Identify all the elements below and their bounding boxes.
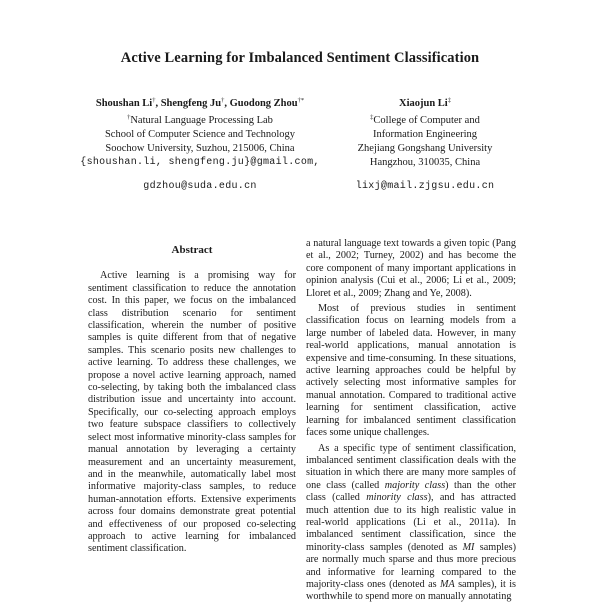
left-affiliation-line: Soochow University, Suzhou, 215006, China xyxy=(105,143,295,154)
affiliation-text: Natural Language Processing Lab xyxy=(130,115,273,126)
paper-title: Active Learning for Imbalanced Sentiment Classification xyxy=(120,50,480,66)
left-affiliation-line xyxy=(66,111,334,128)
text-run: samples), it is worthwhile to spend more on manually annotating xyxy=(306,578,517,603)
text-run: ), and has attracted much attention due to its high realistic value in real-world applications (Li et al., 2011a). In imbalanced sentiment classification, since the minority-class samples (denoted as xyxy=(306,492,516,553)
left-email-line: gdzhou@suda.edu.cn xyxy=(143,181,257,192)
right-affiliation-line: Hangzhou, 310035, China xyxy=(369,157,481,168)
abstract-heading: Abstract xyxy=(171,244,213,256)
italic-term: minority class xyxy=(366,492,428,504)
left-column xyxy=(88,238,296,556)
right-author-block xyxy=(320,94,530,194)
body-paragraph xyxy=(306,443,516,604)
author-mark: ‡ xyxy=(447,97,451,104)
right-affiliation-line: Zhejiang Gongshang University xyxy=(357,143,493,154)
text-run: ) than the other class (called xyxy=(306,479,516,504)
right-column xyxy=(306,238,516,604)
abstract-paragraph: Active learning is a promising way for sentiment classification to reduce the annotation cost. In this paper, we focus on the imbalanced class distribution scenario for sentiment classification, wherein the number of positive samples is quite different from that of negative samples. This scenario posits new challenges to active learning. To address these challenges, we propose a novel active learning approach, named co-selecting, by taking both the imbalanced class distribution issue and uncertainty into account. Specifically, our co-selecting approach employs two feature subspace classifiers to collectively select most informative minority-class samples for manual annotation by leveraging a certainty measurement and an uncertainty measurement, and in the meanwhile, automatically label most informative majority-class samples, to reduce human-annotation efforts. Extensive experiments across four domains demonstrate great potential and effectiveness of our proposed co-selecting approach to active learning for imbalanced sentiment classification. xyxy=(88,270,296,555)
author-separator: , xyxy=(224,98,230,109)
author-mark: † xyxy=(152,97,156,104)
author-name: Xiaojun Li xyxy=(399,98,448,109)
body-paragraph: a natural language text towards a given topic (Pang et al., 2002; Turney, 2002) and has become the core component of many important applications in opinion analysis (Cui et al., 2006; Li et al., 2009; Lloret et al., 2009; Zhang and Ye, 2008). xyxy=(306,238,516,299)
right-affiliation-line xyxy=(320,111,530,128)
right-author-name xyxy=(320,94,530,111)
author-name: Shoushan Li xyxy=(95,98,153,109)
text-run: As a specific type of sentiment classification, imbalanced sentiment classification deals with the situation in which there are many more samples of one class (called xyxy=(306,442,516,491)
italic-term: MA xyxy=(439,578,455,590)
right-email-line: lixj@mail.zjgsu.edu.cn xyxy=(355,181,495,192)
author-separator: , xyxy=(155,98,161,109)
italic-term: MI xyxy=(462,541,475,553)
italic-term: majority class xyxy=(384,479,446,491)
left-email-line: {shoushan.li, shengfeng.ju}@gmail.com, xyxy=(80,157,320,168)
author-name: Guodong Zhou xyxy=(229,98,298,109)
right-affiliation-line: Information Engineering xyxy=(372,129,478,140)
left-author-names xyxy=(66,94,334,111)
affiliation-mark: ‡ xyxy=(370,114,374,121)
left-author-block xyxy=(66,94,334,194)
text-run: samples) are normally much sparse and thus more precious and informative for learning compared to the majority-class ones (denoted as xyxy=(306,541,516,590)
affiliation-text: College of Computer and xyxy=(373,115,480,126)
author-name: Shengfeng Ju xyxy=(160,98,222,109)
left-affiliation-line: School of Computer Science and Technology xyxy=(104,129,296,140)
affiliation-mark: † xyxy=(127,114,131,121)
body-paragraph: Most of previous studies in sentiment classification focus on learning models from a large number of labeled data. However, in many real-world applications, manual annotation is expensive and time-consuming. In these situations, active learning approaches could be helpful by actively selecting most informative samples for manual annotation. Compared to traditional active learning for sentiment classification, active learning for imbalanced sentiment classification faces some unique challenges. xyxy=(306,303,516,439)
author-mark: †* xyxy=(297,97,305,104)
author-mark: † xyxy=(221,97,225,104)
